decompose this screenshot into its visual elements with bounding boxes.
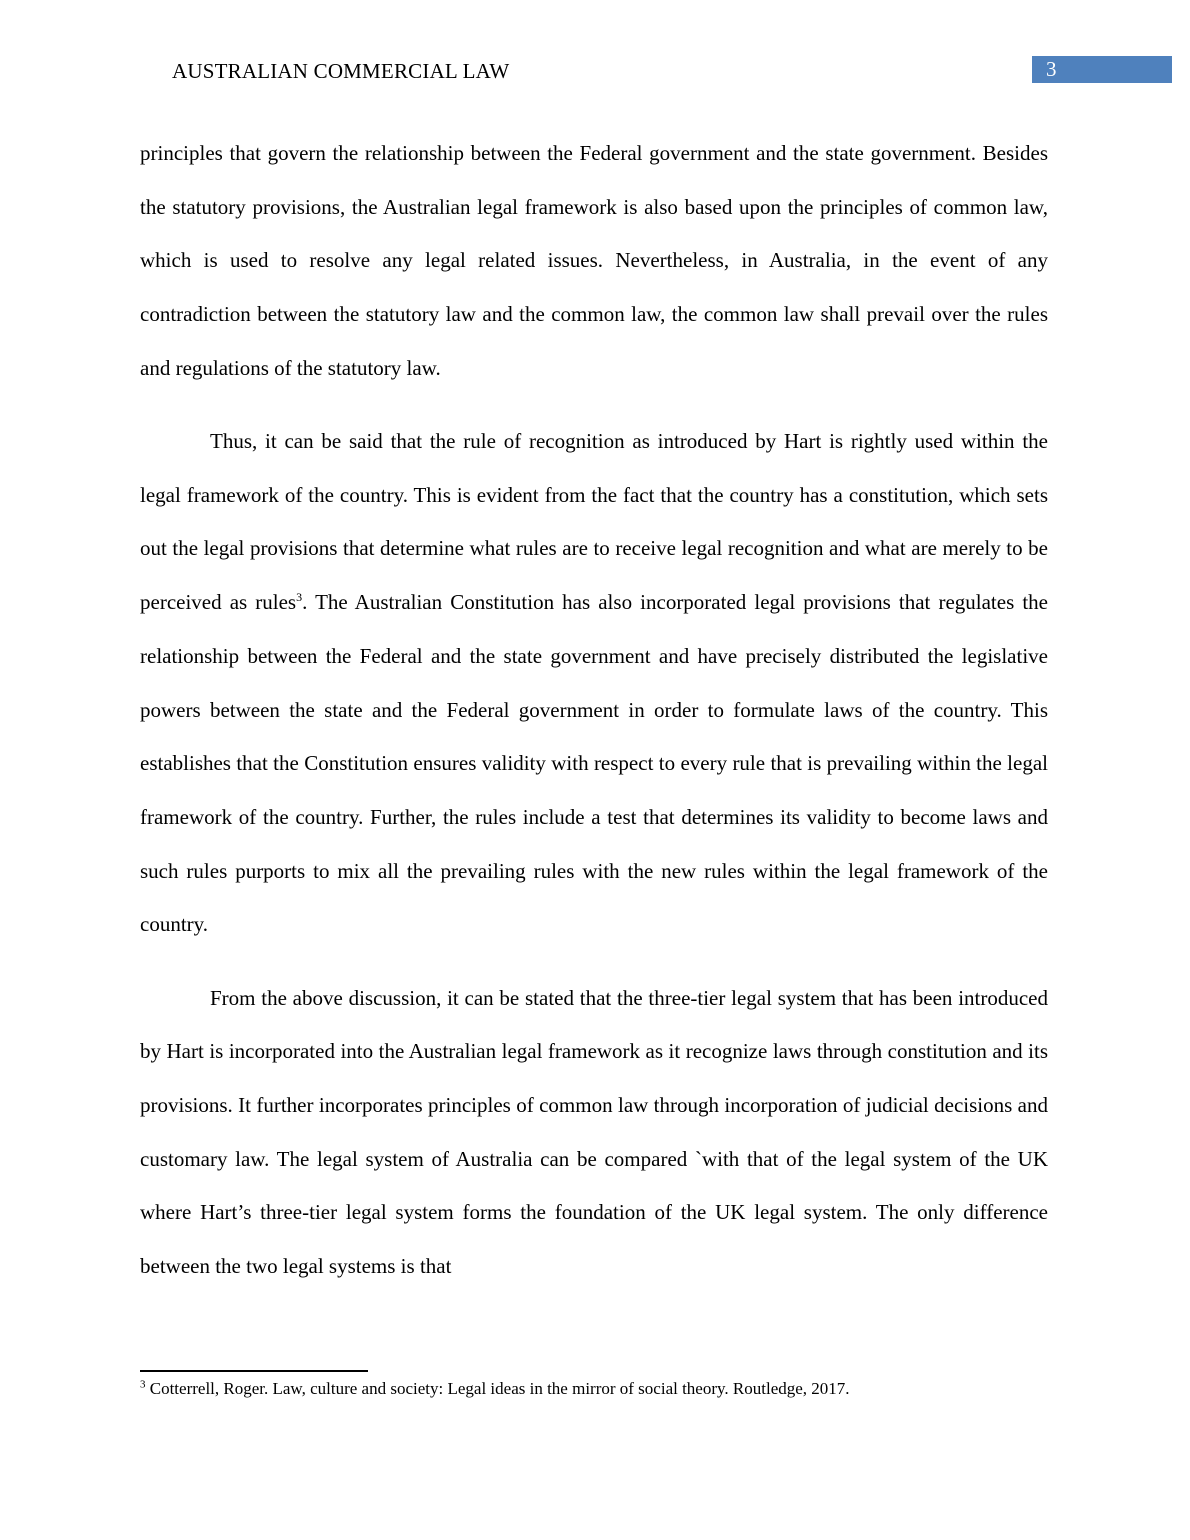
footnote [140, 1378, 1060, 1400]
page-number-badge [1032, 56, 1172, 83]
paragraph-2-text-continued: . The Australian Constitution has also incorporated legal provisions that regulates the relationship between the Federal and the state government and have precisely distributed the legislative powers between the state and the Federal government in order to formulate laws of the country. This establishes that the Constitution ensures validity with respect to every rule that is prevailing within the legal framework of the country. Further, the rules include a test that determines its validity to become laws and such rules purports to mix all the prevailing rules with the new rules within the legal framework of the country. [140, 590, 1048, 937]
paragraph-2 [140, 415, 1048, 952]
footnote-text: Cotterrell, Roger. Law, culture and society: Legal ideas in the mirror of social theory. Routledge, 2017. [145, 1379, 850, 1398]
footnote-separator [140, 1370, 368, 1372]
footnote-reference[interactable]: 3 [296, 590, 303, 605]
paragraph-2-text: Thus, it can be said that the rule of recognition as introduced by Hart is rightly used within the legal framework of the country. This is evident from the fact that the country has a constitution, which sets out the legal provisions that determine what rules are to receive legal recognition and what are merely to be perceived as rules [140, 429, 1048, 615]
document-body [140, 127, 1048, 1313]
running-header-title: AUSTRALIAN COMMERCIAL LAW [172, 59, 510, 83]
paragraph-1: principles that govern the relationship between the Federal government and the state government. Besides the statutory provisions, the Australian legal framework is also based upon the principles of common law, which is used to resolve any legal related issues. Nevertheless, in Australia, in the event of any contradiction between the statutory law and the common law, the common law shall prevail over the rules and regulations of the statutory law. [140, 141, 1048, 380]
page-number: 3 [1046, 57, 1057, 81]
paragraph-3: From the above discussion, it can be stated that the three-tier legal system that has been introduced by Hart is incorporated into the Australian legal framework as it recognize laws through constitution and its provisions. It further incorporates principles of common law through incorporation of judicial decisions and customary law. The legal system of Australia can be compared `with that of the legal system of the UK where Hart’s three-tier legal system forms the foundation of the UK legal system. The only difference between the two legal systems is that [140, 985, 1048, 1279]
footnote-number: 3 [140, 1378, 146, 1391]
